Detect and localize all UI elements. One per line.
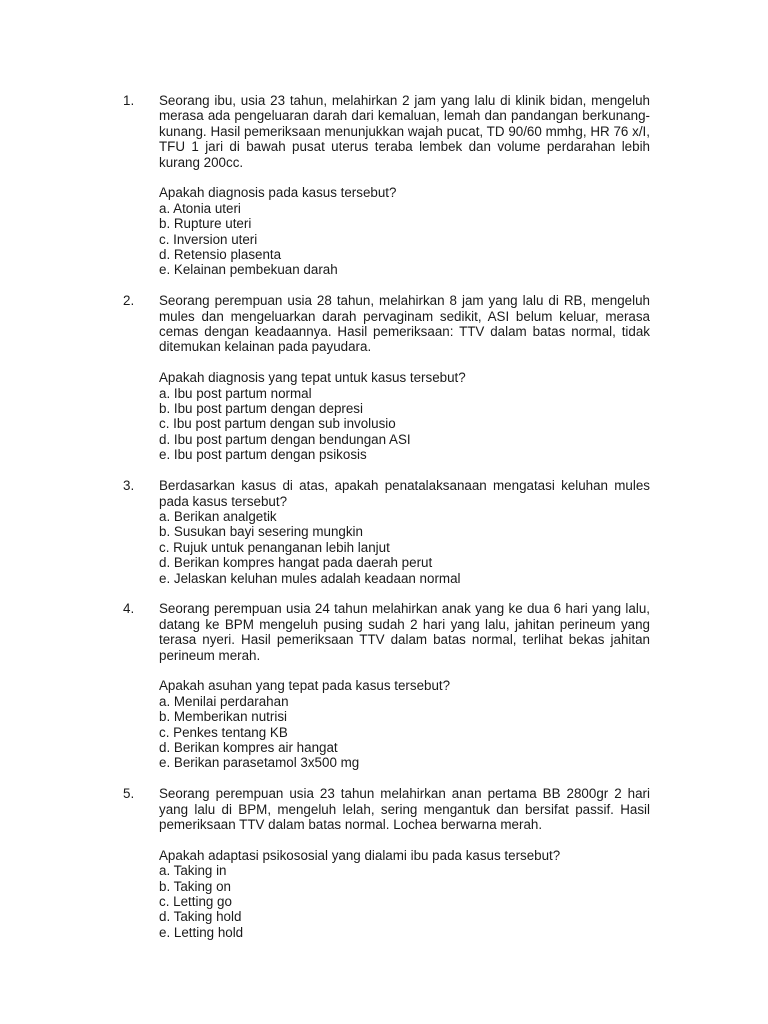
question-number: 1. [123, 93, 135, 108]
answer-option-e: e. Berikan parasetamol 3x500 mg [159, 755, 360, 771]
answer-option-e: e. Kelainan pembekuan darah [159, 262, 338, 278]
answer-option-d: d. Retensio plasenta [159, 247, 282, 263]
answer-option-b: b. Susukan bayi sesering mungkin [159, 524, 363, 540]
answer-options [159, 863, 650, 940]
question-number: 4. [123, 601, 135, 617]
answer-option-e: e. Letting hold [159, 924, 244, 940]
answer-option-d: d. Ibu post partum dengan bendungan ASI [159, 431, 411, 447]
answer-option-c: c. Penkes tentang KB [159, 724, 288, 740]
question-prompt: Apakah diagnosis pada kasus tersebut? [159, 185, 397, 201]
answer-option-a: a. Ibu post partum normal [159, 385, 312, 401]
answer-option-e: e. Ibu post partum dengan psikosis [159, 447, 367, 463]
answer-option-b: b. Rupture uteri [159, 216, 252, 232]
answer-option-a: a. Berikan analgetik [159, 508, 277, 524]
answer-option-d: d. Taking hold [159, 909, 242, 925]
question-3 [0, 478, 650, 586]
question-2 [0, 293, 650, 462]
answer-options [159, 201, 650, 278]
answer-option-b: b. Memberikan nutrisi [159, 709, 288, 725]
answer-option-e: e. Jelaskan keluhan mules adalah keadaan normal [159, 570, 461, 586]
question-1 [0, 93, 650, 278]
answer-option-a: a. Taking in [159, 863, 227, 879]
question-number: 2. [123, 293, 135, 309]
answer-option-a: a. Menilai perdarahan [159, 693, 289, 709]
answer-options [159, 386, 650, 463]
case-paragraph: Seorang perempuan usia 23 tahun melahirkan anan pertama BB 2800gr 2 hari yang lalu di BPM, mengeluh lelah, sering mengantuk dan bersifat passif. Hasil pemeriksaan TTV dalam batas normal. Lochea berwarna merah. [159, 786, 650, 832]
answer-option-d: d. Berikan kompres hangat pada daerah perut [159, 555, 433, 571]
question-4 [0, 601, 650, 770]
answer-option-d: d. Berikan kompres air hangat [159, 739, 338, 755]
answer-option-a: a. Atonia uteri [159, 200, 241, 216]
question-prompt: Apakah diagnosis yang tepat untuk kasus tersebut? [159, 370, 466, 386]
answer-option-b: b. Ibu post partum dengan depresi [159, 401, 363, 417]
answer-option-c: c. Rujuk untuk penanganan lebih lanjut [159, 539, 390, 555]
question-prompt: Berdasarkan kasus di atas, apakah penatalaksanaan mengatasi keluhan mules pada kasus tersebut? [159, 478, 650, 509]
question-number: 5. [123, 786, 135, 802]
answer-option-c: c. Letting go [159, 894, 232, 909]
question-prompt: Apakah adaptasi psikososial yang dialami ibu pada kasus tersebut? [159, 847, 561, 863]
case-paragraph: Seorang perempuan usia 24 tahun melahirkan anak yang ke dua 6 hari yang lalu, datang ke BPM mengeluh pusing sudah 2 hari yang lalu, jahitan perineum yang terasa nyeri. Hasil pemeriksaan TTV dalam batas normal, terlihat bekas jahitan perineum merah. [159, 601, 650, 663]
answer-options [159, 509, 650, 586]
question-5 [0, 786, 650, 940]
answer-option-c: c. Inversion uteri [159, 231, 258, 247]
case-paragraph: Seorang perempuan usia 28 tahun, melahirkan 8 jam yang lalu di RB, mengeluh mules dan mengeluarkan darah pervaginam sedikit, ASI belum keluar, merasa cemas dengan keadaannya. Hasil pemeriksaan: TTV dalam batas normal, tidak ditemukan kelainan pada payudara. [159, 293, 650, 355]
question-prompt: Apakah asuhan yang tepat pada kasus tersebut? [159, 678, 451, 694]
answer-options [159, 694, 650, 771]
exam-document [0, 93, 768, 940]
answer-option-b: b. Taking on [159, 878, 231, 894]
question-number: 3. [123, 478, 135, 494]
answer-option-c: c. Ibu post partum dengan sub involusio [159, 416, 396, 432]
case-paragraph: Seorang ibu, usia 23 tahun, melahirkan 2 jam yang lalu di klinik bidan, mengeluh merasa ada pengeluaran darah dari kemaluan, lemah dan pandangan berkunang-kunang. Hasil pemeriksaan menunjukkan wajah pucat, TD 90/60 mmhg, HR 76 x/I, TFU 1 jari di bawah pusat uterus teraba lembek dan volume perdarahan lebih kurang 200cc. [159, 93, 650, 170]
